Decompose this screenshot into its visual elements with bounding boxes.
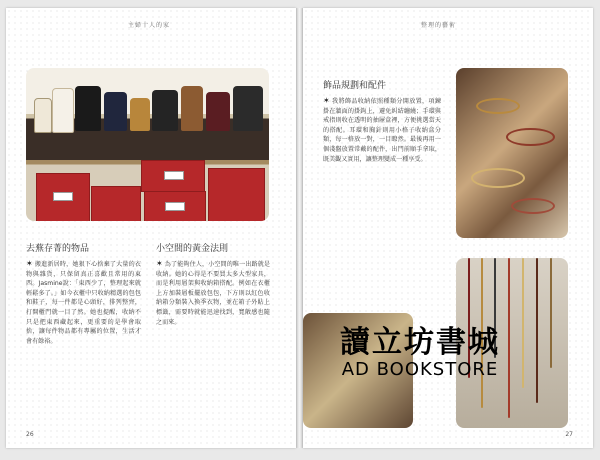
- running-head-left: 主婦十人的家: [128, 22, 171, 29]
- watermark-title: 讀立坊書城: [340, 325, 500, 360]
- bag-burgundy: [206, 92, 230, 131]
- bag-tan: [181, 86, 203, 131]
- bag-cream: [34, 98, 52, 133]
- box-label: [165, 202, 185, 211]
- body-paragraph: [26, 259, 141, 419]
- bracelet: [471, 168, 525, 188]
- paragraph-text: 我將飾品收納依照種類分開放置，項鍊掛在牆面的掛鉤上，避免糾結纏繞；手環與戒指則收在透明的抽屜盒裡，方便挑選當天的搭配。耳環和胸針則用小格子收納盒分類，每一格放一對，一目瞭然。最後再用一個淺盤放置常戴的配件，出門前順手拿取，既美觀又實用，讓整理變成一種享受。: [323, 98, 441, 163]
- storage-box-red: [144, 191, 206, 221]
- body-paragraph: [323, 96, 441, 266]
- section-heading: 去蕪存菁的物品: [26, 244, 90, 254]
- bag-white: [52, 88, 74, 133]
- bracelet: [511, 198, 555, 214]
- bracelet: [506, 128, 555, 146]
- bookstore-watermark: [300, 326, 540, 380]
- section-heading: 小空間的黃金法則: [156, 244, 229, 254]
- bag-navy: [104, 92, 127, 131]
- necklace: [550, 258, 552, 368]
- book-spine: [296, 8, 303, 448]
- page-number: 26: [26, 431, 34, 438]
- jewelry-drawer-photo: [456, 68, 568, 238]
- storage-box-red: [36, 173, 90, 221]
- bag-dark: [152, 90, 178, 131]
- bag-gold: [130, 98, 150, 131]
- section-heading: 飾品規劃和配件: [323, 81, 387, 91]
- bracelet: [476, 98, 520, 114]
- page-number: 27: [565, 431, 573, 438]
- box-label: [53, 192, 73, 201]
- shelf-photo: [26, 68, 269, 221]
- body-paragraph: [156, 259, 270, 371]
- right-page: [303, 8, 593, 448]
- watermark-subtitle: AD BOOKSTORE: [341, 359, 499, 380]
- storage-box-red: [208, 168, 265, 221]
- bag-black: [75, 86, 101, 131]
- bullet-cross-icon: ✶: [323, 96, 330, 105]
- bag-black-2: [233, 86, 263, 131]
- left-page: [6, 8, 296, 448]
- bullet-cross-icon: ✶: [156, 259, 163, 268]
- bullet-cross-icon: ✶: [26, 259, 33, 268]
- storage-box-red: [141, 160, 205, 192]
- running-head-right: 整理的藝術: [421, 22, 457, 29]
- box-label: [164, 171, 184, 180]
- storage-box-red: [91, 186, 141, 221]
- paragraph-text: 搬進新居時，她狠下心捨棄了大量的衣物與雜貨，只保留真正喜歡且常用的東西。Jasmine說：「東西少了，整理起來就輕鬆多了。」如今衣櫃中只收納精選的包包和鞋子，每一件都是心頭好，排列整齊，打開櫃門就一目了然。她也提醒，收納不只是把東西藏起來，更重要的是學會取捨，讓每件物品都有專屬的位置，生活才會有餘裕。: [26, 261, 141, 345]
- paragraph-text: 為了能夠住人，小空間的唯一出路就是收納。她的心得是不要買太多大型家具，而是利用層架與收納箱搭配。例如在衣櫃上方加裝層板擺放包包，下方則以紅色收納箱分類裝入換季衣物，並在箱子外貼上標籤，需要時就能迅速找到，寬敞感也隨之而來。: [156, 261, 270, 326]
